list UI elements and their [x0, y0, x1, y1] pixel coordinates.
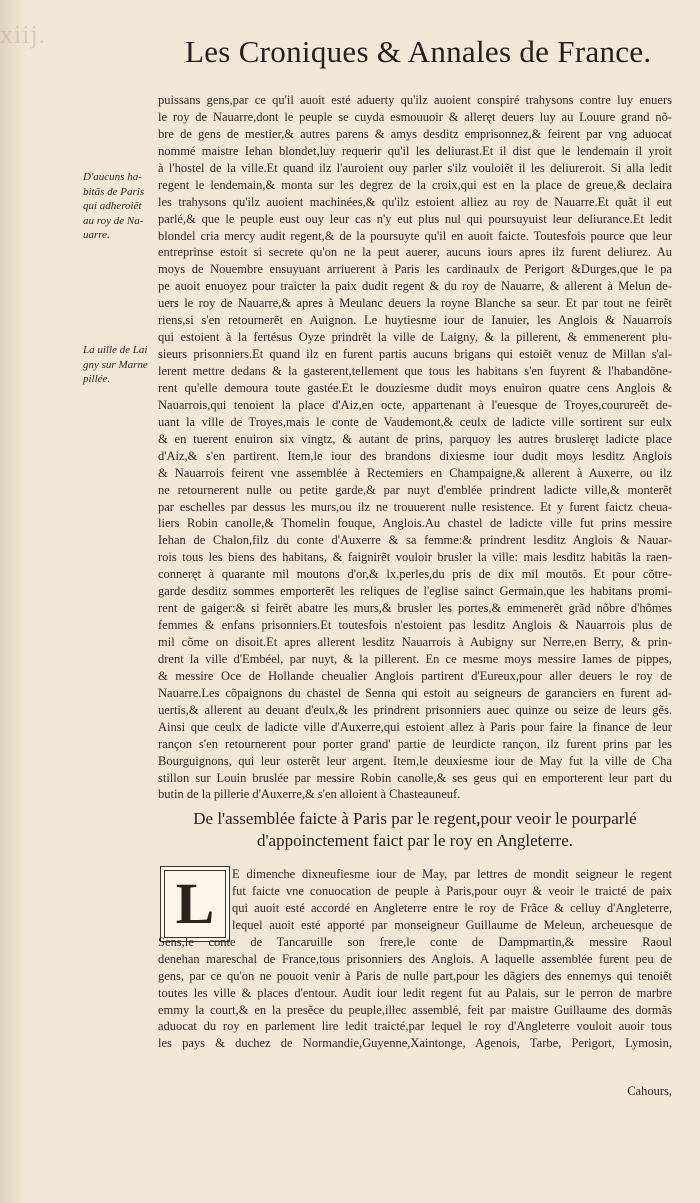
margin-note-line: pillée.: [83, 373, 111, 385]
margin-note-line: D'aucuns ha-: [83, 171, 142, 183]
page-edge: [0, 0, 26, 1203]
text-line: Nauarrois,qui tenoient la place d'Aiz,en octe, appartenant à l'euesque de Troyes,courureẽt de-: [158, 397, 672, 412]
text-line: rançon s'en retournerent pour porter grand' partie de leurdicte rançon, ilz furent prins par les: [158, 736, 672, 751]
text-line: & en tuerent enuiron six vingtz, & autant de prins, parquoy les autres brusleręt ladicte place: [158, 431, 672, 446]
text-line: les pays & duchez de Normandie,Guyenne,Xaintonge, Agenois, Tarbe, Perigort, Lymosin,: [158, 1036, 672, 1051]
text-line: drent la ville d'Embéel, par nuyt, & la pillerent. En ce mesme moys messire Iames de pippes,: [158, 651, 672, 666]
text-line: entreprinse estoit si secrete qu'on ne la peut auerer, aucuns iours apres ilz furent deliurez. Au: [158, 245, 672, 260]
text-line: rent qu'elle demoura toute gastée.Et le douziesme dudit moys enuiron quatre cens Anglois &: [158, 380, 672, 395]
main-text-block: [158, 92, 672, 803]
text-line: le roy de Nauarre,dont le peuple se cuyda esmouuoir & alleręt deuers luy au Louure grand nõ-: [158, 109, 672, 124]
bleed-through-text: xiij.: [0, 20, 47, 49]
text-line: garde desditz sommes emporterẽt les reliques de l'eglise sainct Germain,que les habitans promi-: [158, 584, 672, 599]
text-line: riens,si s'en retournerẽt en Auignon. Le huytiesme iour de Ianuier, les Anglois & Nauarrois: [158, 313, 672, 328]
text-line: blondel cria mercy audit regent,& de la poursuyte qu'il en auoit faicte. Toutesfois pource que leur: [158, 228, 672, 243]
text-line: bre de gens de mestier,& autres parens & amys desditz emprisonnez,& feirent par vng aduocat: [158, 126, 672, 141]
text-line: uant la ville de Troyes,mais le conte de Vaudemont,& ceulx de ladicte ville sortirent sur eulx: [158, 414, 672, 429]
margin-note-line: La uille de Lai: [83, 344, 148, 356]
text-line: stillon sur Louin bruslée par messire Robin canolle,& ses geus qui en emporterent leur part du: [158, 770, 672, 785]
text-line: uertis,& allerent au deuant d'eulx,& les prindrent prisonniers auec quinze ou seize de leurs gẽs.: [158, 702, 672, 717]
text-line: Ainsi que ceulx de ladicte ville d'Auxerre,qui estoient allez à Paris pour faire la finance de leur: [158, 719, 672, 734]
text-line: liers Robin canolle,& Thomelin fouque, Anglois.Au chastel de ladicte ville fut prins messire: [158, 516, 672, 531]
text-line: femmes & enfans prisonniers.Et toutesfois n'estoient pas lesditz Anglois & Nauarrois plus de: [158, 618, 672, 633]
heading-line: De l'assemblée faicte à Paris par le regent,pour veoir le pourparlé: [193, 809, 637, 828]
text-line: conneręt à quarante mil moutons d'or,& lx.perles,du pris de dix mil moutõs. Et pour cõtre-: [158, 567, 672, 582]
text-line: lequel auoit esté apporté par monseigneur Guillaume de Meleun, archeuesque de: [232, 917, 672, 932]
text-line: rent de gaiger:& si feirẽt abatre les murs,& brusler les portes,& emmenerẽt grãd nõbre d'hõmes: [158, 601, 672, 616]
text-line: emmy la court,& en la presẽce du peuple,illec assemblé, feit par maistre Guillaume des dormãs: [158, 1002, 672, 1017]
text-line: pe auoit enuoyez pour traicter la paix dudit regent & du roy de Nauarre, & allerent à Melun de-: [158, 279, 672, 294]
text-line: par eschelles par dessus les murs,ou ilz ne trouuerent nulle resistence. Et y furent faictz cheua-: [158, 499, 672, 514]
text-line: puissans gens,par ce qu'il auoit esté aduerty qu'ilz auoient conspiré trahysons contre luy enuers: [158, 93, 672, 107]
margin-note-laigny: [83, 343, 155, 387]
text-line: à l'hostel de la ville.Et quand ilz l'auroient ouy parler s'ilz vouloiẽt il les deliureroit. Si alla ledit: [158, 160, 672, 175]
text-line: d'Aiz,& s'en partirent. Item,le iour des brandons dixiesme iour dudit moys lesditz Anglois: [158, 448, 672, 463]
margin-note-paris: [83, 170, 155, 243]
text-line: rois tous les biens des habitans, & faignirẽt vouloir brusler la ville: mais lesditz habitãs la raen-: [158, 550, 672, 565]
running-header: Les Croniques & Annales de France.: [185, 34, 652, 69]
text-line: parlé,& que le peuple eust ouy leur cas n'y eut plus nul qui poursuyuist leur deliurance.Et ledit: [158, 211, 672, 226]
text-line: nommé maistre Iehan blondet,luy requerir qu'il les deliurast.Et il dist que le lendemain il yroit: [158, 143, 672, 158]
text-line: uers le roy de Nauarre,& apres à Meulanc deuers la royne Blanche sa seur. Et par tout ne feirẽt: [158, 296, 672, 311]
heading-line: d'appoinctement faict par le roy en Angleterre.: [256, 831, 573, 850]
text-line: qui auoit esté accordé en Angleterre entre le roy de Frãce & celluy d'Angleterre,: [232, 900, 672, 915]
text-line: & Nauarrois feirent vne assemblée à Rectemiers en Champaigne,& allerent à Auxerre, ou ilz: [158, 465, 672, 480]
text-line: Bourguignons, qui leur osterẽt leur argent. Item,le deuxiesme iour de May fut la ville de Cha: [158, 753, 672, 768]
margin-note-line: qui adheroiẽt: [83, 200, 142, 212]
text-line: mil cõme on disoit.Et apres allerent lesditz Nauarrois à Aubigny sur Nerre,en Berry, & prin-: [158, 635, 672, 649]
drop-cap-letter: L: [175, 871, 215, 936]
text-line: les trahysons qu'ilz auoient machinées,& qu'ilz estoient alliez au roy de Nauarre.Et quãt il eut: [158, 194, 672, 209]
margin-note-line: gny sur Marne: [83, 358, 148, 371]
text-line: regent le lendemain,& monta sur les degrez de la croix,qui est en la place de greue,& declaira: [158, 177, 672, 192]
text-line: aduocat du roy en parlement lire ledit traicté,par lequel le roy d'Angleterre vouloit auoir tous: [158, 1019, 672, 1034]
text-line: butin de la pillerie d'Auxerre,& s'en alloient à Chasteauneuf.: [158, 787, 461, 802]
text-line: lerent mettre dedans & la gasterent,tellement que tous les habitans s'en fuyrent & l'habandõne-: [158, 364, 672, 378]
text-line: Iehan de Chalon,filz du conte d'Auxerre & sa femme:& prindrent lesditz Anglois & Nauar-: [158, 533, 672, 548]
text-line: toutes les ville & places d'entour. Audit iour ledit regent fut au Palais, sur le perron de marbre: [158, 985, 672, 1000]
catchword: Cahours,: [627, 1084, 672, 1098]
text-line: E dimenche dixneufiesme iour de May, par lettres de mondit seigneur le regent: [232, 867, 672, 881]
text-line: ne retournerent nulle ou petite garde,& par nuyt d'emblée prindrent ladicte ville,& monterẽt: [158, 482, 672, 497]
text-line: qui estoient à la fertésus Oyze prindrẽt la ville de Laigny, & la pillerent, & emmenerent plu-: [158, 330, 672, 345]
text-line: sieurs prisonniers.Et quand ilz en furent partis aucuns brigans qui estoiẽt venuz de Millan s'al-: [158, 347, 672, 362]
margin-note-line: bitãs de Paris: [83, 185, 145, 198]
text-line: moys de Nouembre ensuyuant arriuerent à Paris les cardinaulx de Perigort &Durges,que le pa: [158, 262, 672, 277]
margin-note-line: au roy de Na-: [83, 214, 144, 227]
text-line: fut faicte vne conuocation de peuple à Paris,pour ouyr & veoir le traicté de paix: [232, 883, 672, 898]
text-line: Nauarre.Les cõpaignons du chastel de Senna qui estoit au seigneurs de garanciers en furent ad-: [158, 685, 672, 700]
text-line: gens, par ce qu'on ne pouoit venir à Paris de nulle part,pour les dãgiers des ennemys qui tenoiẽt: [158, 968, 672, 983]
text-line: Sens,le conte de Tancaruille son frere,le conte de Dampmartin,& messire Raoul: [158, 934, 672, 949]
text-line: & messire Oce de Hollande cheualier Anglois partirent d'Eureux,pour aller deuers le roy de: [158, 668, 672, 683]
second-text-block: [158, 866, 672, 1052]
section-heading: [158, 808, 672, 852]
margin-note-line: uarre.: [83, 229, 110, 241]
text-line: denehan mareschal de France,tous prisonniers des Anglois. A laquelle assemblée furent peu de: [158, 951, 672, 966]
